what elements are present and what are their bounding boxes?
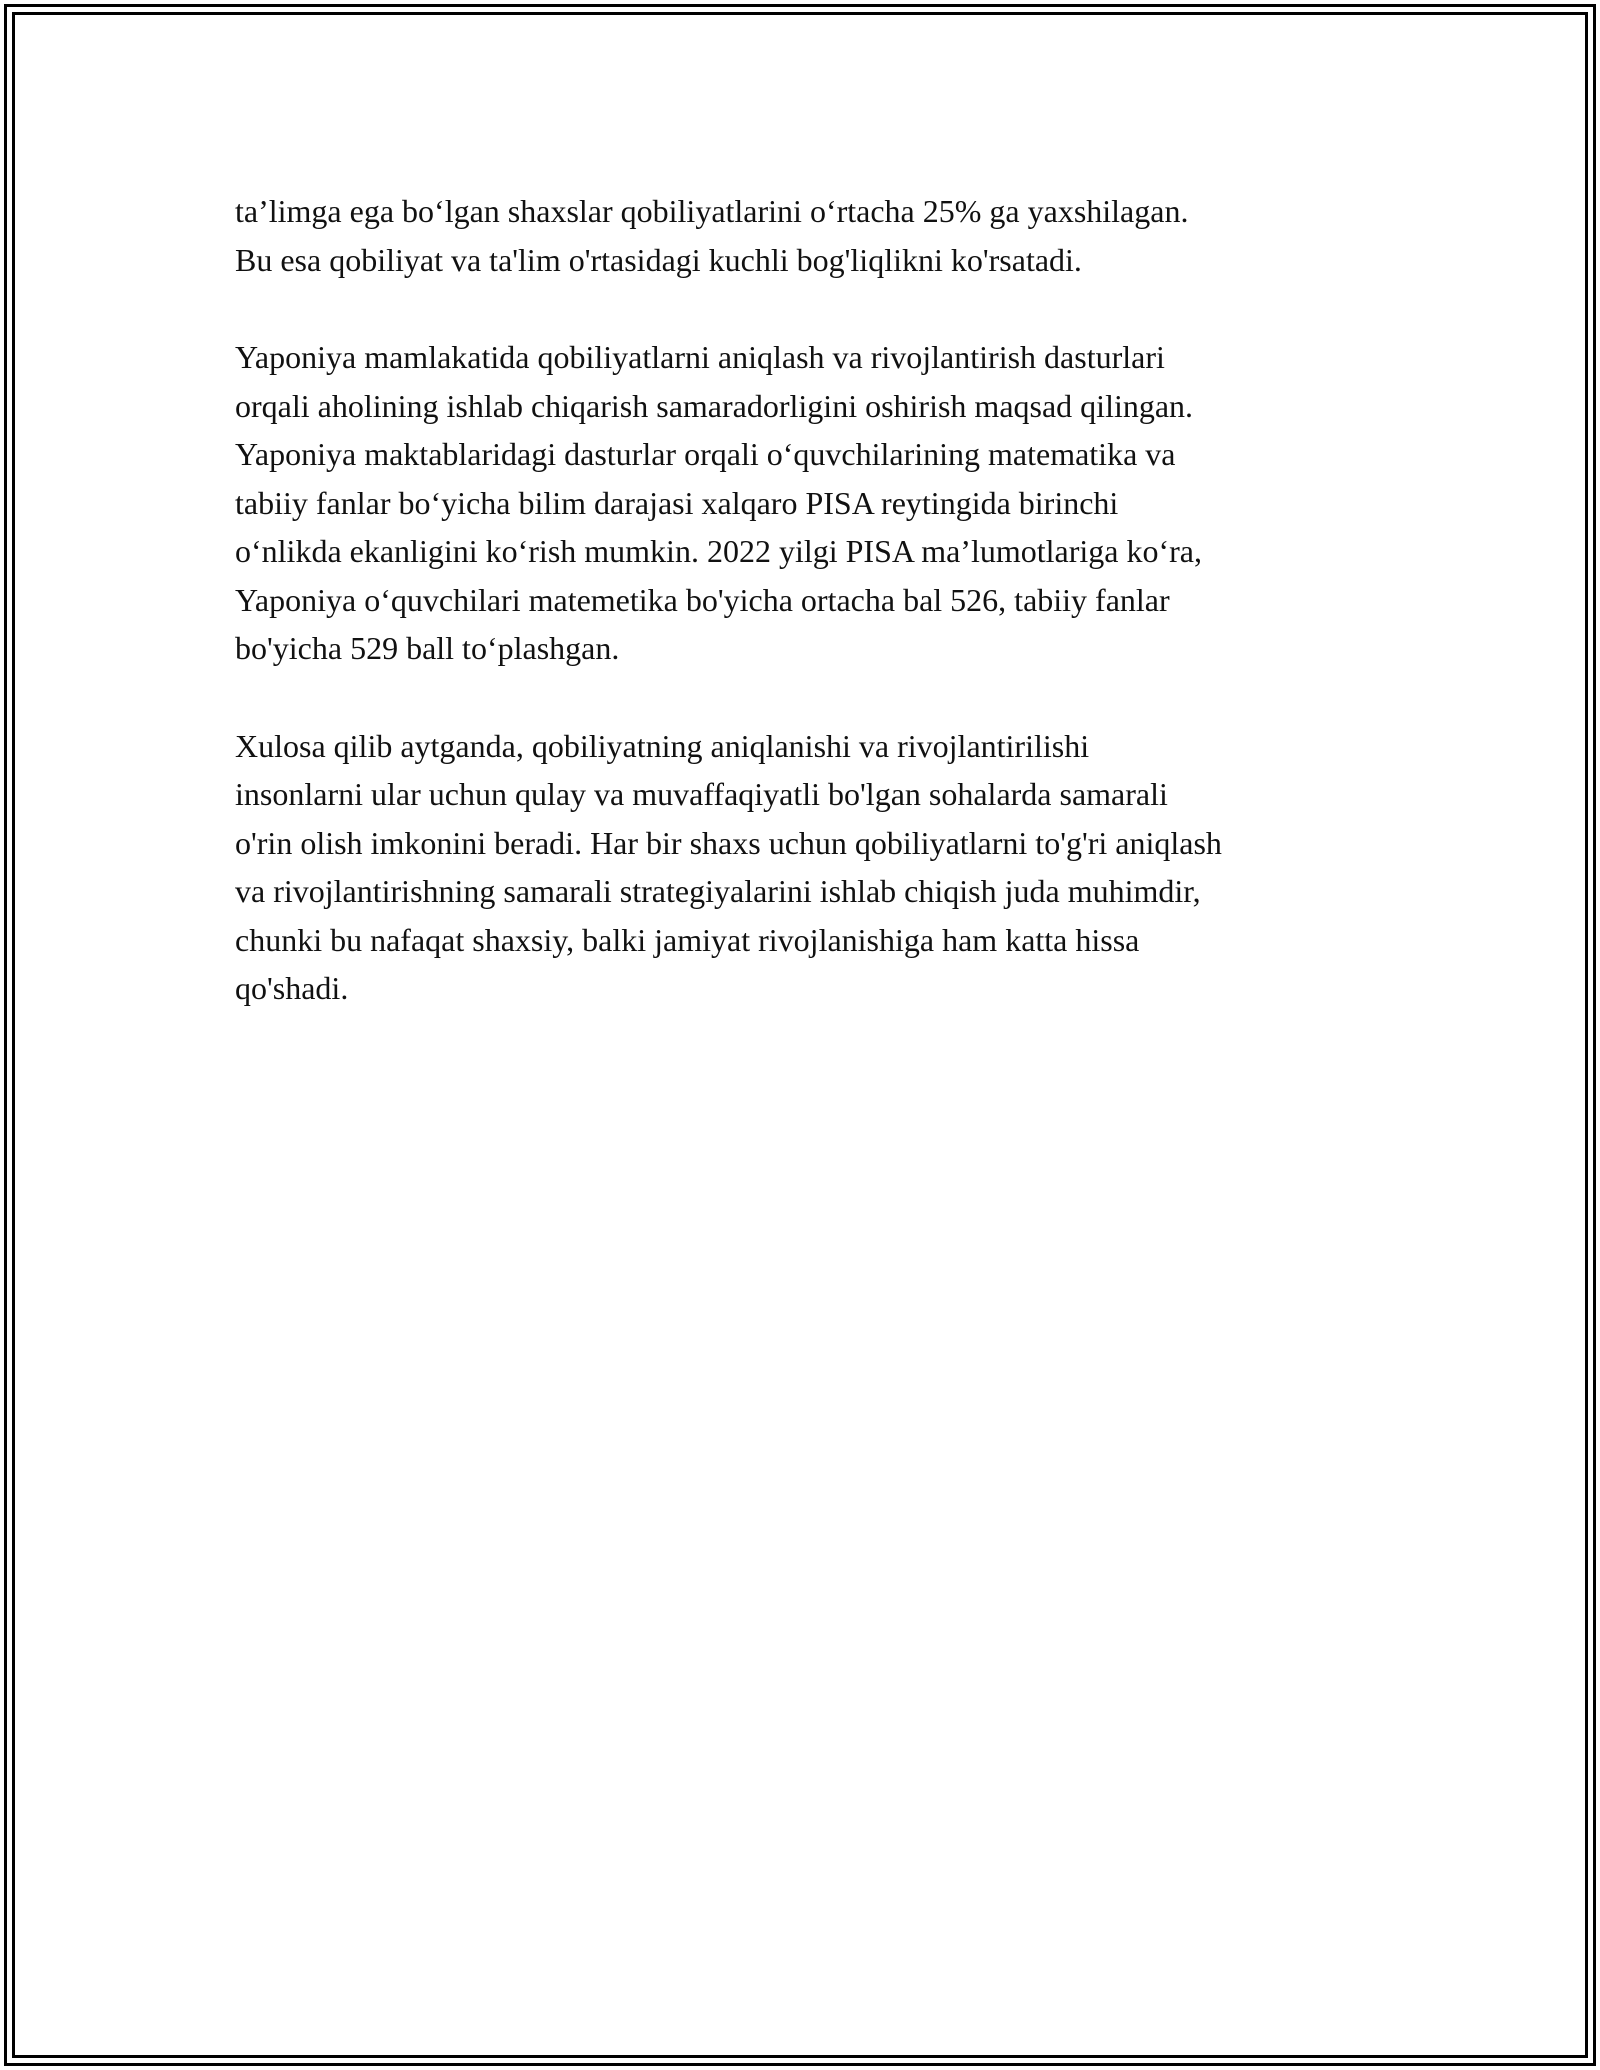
text-line: chunki bu nafaqat shaxsiy, balki jamiyat rivojlanishiga ham katta hissa xyxy=(235,921,1140,958)
text-line: Yaponiya maktablaridagi dasturlar orqali o‘quvchilarining matematika va xyxy=(235,436,1176,472)
text-line: insonlarni ular uchun qulay va muvaffaqiyatli bo'lgan sohalarda samarali xyxy=(235,776,1168,812)
paragraph-1 xyxy=(235,187,1385,284)
text-line: o'rin olish imkonini beradi. Har bir shaxs uchun qobiliyatlarni to'g'ri aniqlash xyxy=(235,824,1222,861)
text-line: qo'shadi. xyxy=(235,970,349,1006)
text-line: va rivojlantirishning samarali strategiyalarini ishlab chiqish juda muhimdir, xyxy=(235,873,1201,909)
text-line: Xulosa qilib aytganda, qobiliyatning aniqlanishi va rivojlantirilishi xyxy=(235,727,1090,764)
text-line: Yaponiya mamlakatida qobiliyatlarni aniqlash va rivojlantirish dasturlari xyxy=(235,339,1165,375)
text-line: bo'yicha 529 ball to‘plashgan. xyxy=(235,630,620,666)
text-line: orqali aholining ishlab chiqarish samaradorligini oshirish maqsad qilingan. xyxy=(235,387,1194,424)
document-body xyxy=(235,187,1385,1062)
paragraph-3 xyxy=(235,722,1385,1013)
text-line: Bu esa qobiliyat va ta'lim o'rtasidagi kuchli bog'liqlikni ko'rsatadi. xyxy=(235,241,1082,278)
text-line: tabiiy fanlar bo‘yicha bilim darajasi xalqaro PISA reytingida birinchi xyxy=(235,484,1119,521)
text-line: o‘nlikda ekanligini ko‘rish mumkin. 2022 yilgi PISA ma’lumotlariga ko‘ra, xyxy=(235,533,1202,569)
paragraph-2 xyxy=(235,333,1385,673)
text-line: Yaponiya o‘quvchilari matemetika bo'yicha ortacha bal 526, tabiiy fanlar xyxy=(235,581,1170,618)
text-line: ta’limga ega bo‘lgan shaxslar qobiliyatlarini o‘rtacha 25% ga yaxshilagan. xyxy=(235,193,1189,229)
